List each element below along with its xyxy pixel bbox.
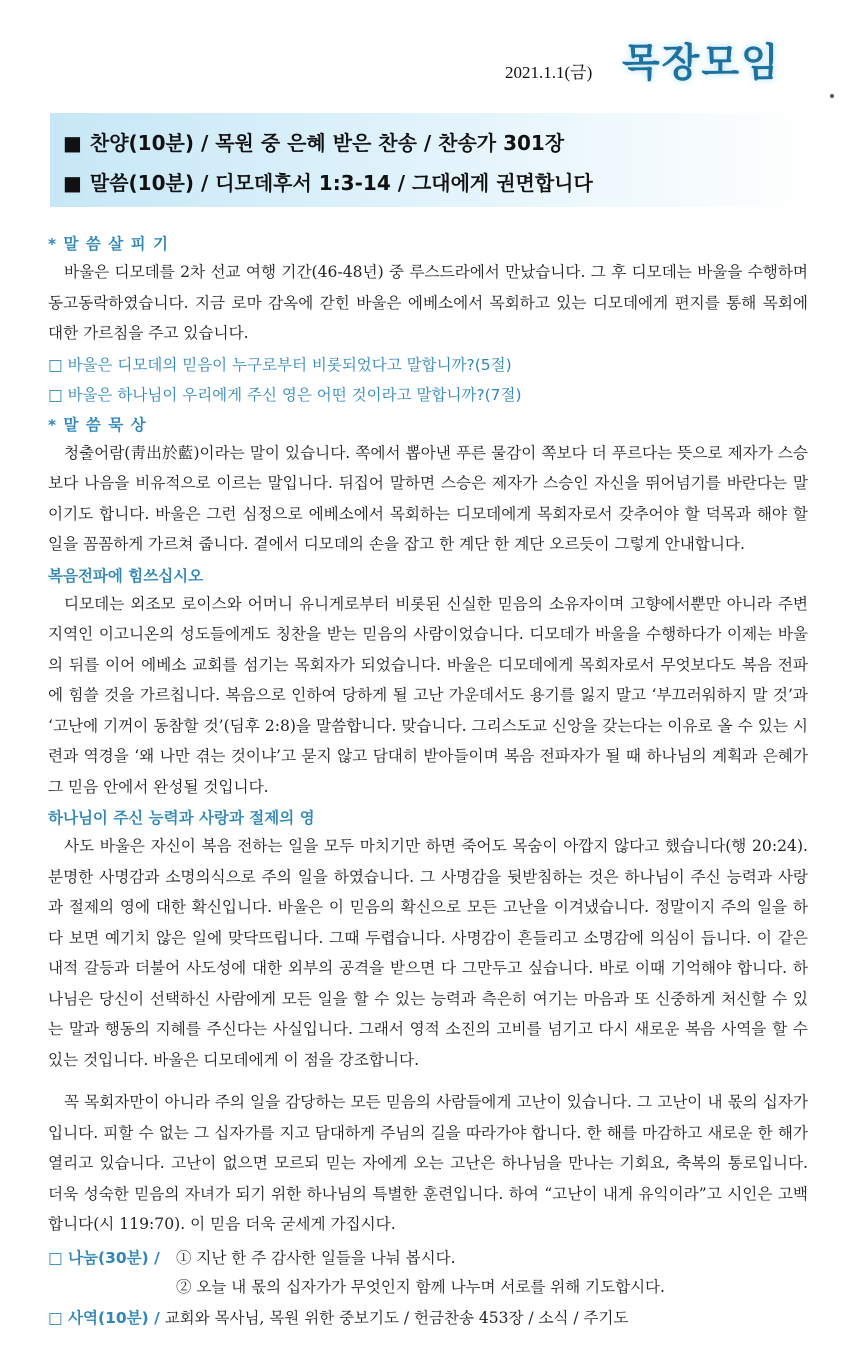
sharing-row: [48, 1244, 818, 1302]
sharing-label: □ 나눔(30분) /: [48, 1249, 160, 1267]
spirit-heading: 하나님이 주신 능력과 사랑과 절제의 영: [48, 809, 315, 827]
question-1: □ 바울은 디모데의 믿음이 누구로부터 비롯되었다고 말합니까?(5절): [48, 355, 512, 374]
meeting-date: 2021.1.1(금): [505, 63, 593, 82]
observe-paragraph: 바울은 디모데를 2차 선교 여행 기간(46-48년) 중 루스드라에서 만났습니다. 그 후 디모데는 바울을 수행하며 동고동락하였습니다. 지금 로마 감옥에 갇힌 바울은 에베소에서 목회하고 있는 디모데에게 편지를 통해 목회에 대한 가르침을 주고 있습니다.: [48, 263, 808, 342]
paragraph-gap: [48, 1079, 808, 1087]
ministry-row: [48, 1304, 818, 1333]
praise-line: [63, 127, 564, 156]
spirit-paragraph: 사도 바울은 자신이 복음 전하는 일을 모두 마치기만 하면 죽어도 목숨이 아깝지 않다고 했습니다(행 20:24). 분명한 사명감과 소명의식으로 주의 일을 하였습니다. 그 사명감을 뒷받침하는 것은 하나님이 주신 능력과 사랑과 절제의 영에 대한 확신입니다. 바울은 이 믿음의 확신으로 모든 고난을 이겨냈습니다. 정말이지 주의 일을 하다 보면 예기치 않은 일에 맞닥뜨립니다. 그때 두렵습니다. 사명감이 흔들리고 소명감에 의심이 듭니다. 이 같은 내적 갈등과 더불어 사도성에 대한 외부의 공격을 받으면 다 그만두고 싶습니다. 바로 이때 기억해야 합니다. 하나님은 당신이 선택하신 사람에게 모든 일을 할 수 있는 능력과 측은히 여기는 마음과 또 신중하게 처신할 수 있는 말과 행동의 지혜를 주신다는 사실입니다. 그래서 영적 소진의 고비를 넘기고 다시 새로운 복음 사역을 할 수 있는 것입니다. 바울은 디모데에게 이 점을 강조합니다.: [48, 837, 808, 1069]
meditate-paragraph: 청출어람(靑出於藍)이라는 말이 있습니다. 쪽에서 뽑아낸 푸른 물감이 쪽보다 더 푸르다는 뜻으로 제자가 스승보다 나음을 비유적으로 이르는 말입니다. 뒤집어 말하면 스승은 제자가 스승인 자신을 뛰어넘기를 바란다는 말이기도 합니다. 바울은 그런 심정으로 에베소에서 목회하는 디모데에게 목회자로서 갖추어야 할 덕목과 해야 할 일을 꼼꼼하게 가르쳐 줍니다. 곁에서 디모데의 손을 잡고 한 계단 한 계단 오르듯이 그렇게 안내합니다.: [48, 443, 808, 553]
corner-dot: [830, 94, 834, 98]
observe-heading: * 말 씀 살 피 기: [48, 235, 169, 253]
square-bullet-icon: ■: [63, 131, 82, 155]
question-2: □ 바울은 하나님이 우리에게 주신 영은 어떤 것이라고 말합니까?(7절): [48, 385, 522, 404]
header: [0, 28, 850, 98]
praise-text: 찬양(10분) / 목원 중 은혜 받은 찬송 / 찬송가 301장: [89, 131, 565, 155]
ministry-label: □ 사역(10분) /: [48, 1309, 160, 1327]
sharing-item-2: ② 오늘 내 몫의 십자가가 무엇인지 함께 나누며 서로를 위해 기도합시다.: [176, 1278, 665, 1296]
main-content: [48, 228, 808, 1244]
footer-program: [48, 1244, 818, 1333]
ministry-text: 교회와 목사님, 목원 위한 중보기도 / 헌금찬송 453장 / 소식 / 주기도: [164, 1309, 629, 1327]
sharing-items: [176, 1244, 665, 1302]
gospel-paragraph: 디모데는 외조모 로이스와 어머니 유니게로부터 비롯된 신실한 믿음의 소유자이며 고향에서뿐만 아니라 주변 지역인 이고니온의 성도들에게도 칭찬을 받는 믿음의 사람이었습니다. 디모데가 바울을 수행하다가 이제는 바울의 뒤를 이어 에베소 교회를 섬기는 목회자가 되었습니다. 바울은 디모데에게 목회자로서 무엇보다도 복음 전파에 힘쓸 것을 가르칩니다. 복음으로 인하여 당하게 될 고난 가운데서도 용기를 잃지 말고 ‘부끄러워하지 말 것’과 ‘고난에 기꺼이 동참할 것’(딤후 2:8)을 말씀합니다. 맞습니다. 그리스도교 신앙을 갖는다는 이유로 올 수 있는 시련과 역경을 ‘왜 나만 겪는 것이냐’고 묻지 않고 담대히 받아들이며 복음 전파자가 될 때 하나님의 계획과 은혜가 그 믿음 안에서 완성될 것입니다.: [48, 594, 808, 796]
word-line: [63, 167, 593, 196]
gospel-heading: 복음전파에 힘쓰십시오: [48, 566, 204, 585]
meditate-heading: * 말 씀 묵 상: [48, 415, 147, 434]
closing-paragraph: 꼭 목회자만이 아니라 주의 일을 감당하는 모든 믿음의 사람들에게 고난이 있습니다. 그 고난이 내 몫의 십자가입니다. 피할 수 없는 그 십자가를 지고 담대하게 주님의 길을 따라가야 합니다. 한 해를 마감하고 새로운 한 해가 열리고 있습니다. 고난이 없으면 모르되 믿는 자에게 오는 고난은 하나님을 만나는 기회요, 축복의 통로입니다. 더욱 성숙한 믿음의 자녀가 되기 위한 하나님의 특별한 훈련입니다. 하여 “고난이 내게 유익이라”고 시인은 고백합니다(시 119:70). 이 믿음 더욱 굳세게 가집시다.: [48, 1093, 808, 1233]
word-text: 말씀(10분) / 디모데후서 1:3-14 / 그대에게 권면합니다: [89, 171, 593, 195]
sharing-item-1: ① 지난 한 주 감사한 일들을 나눠 봅시다.: [176, 1249, 456, 1267]
order-banner: [50, 113, 818, 207]
square-bullet-icon: ■: [63, 171, 82, 195]
page-title: 목장모임: [622, 41, 781, 86]
